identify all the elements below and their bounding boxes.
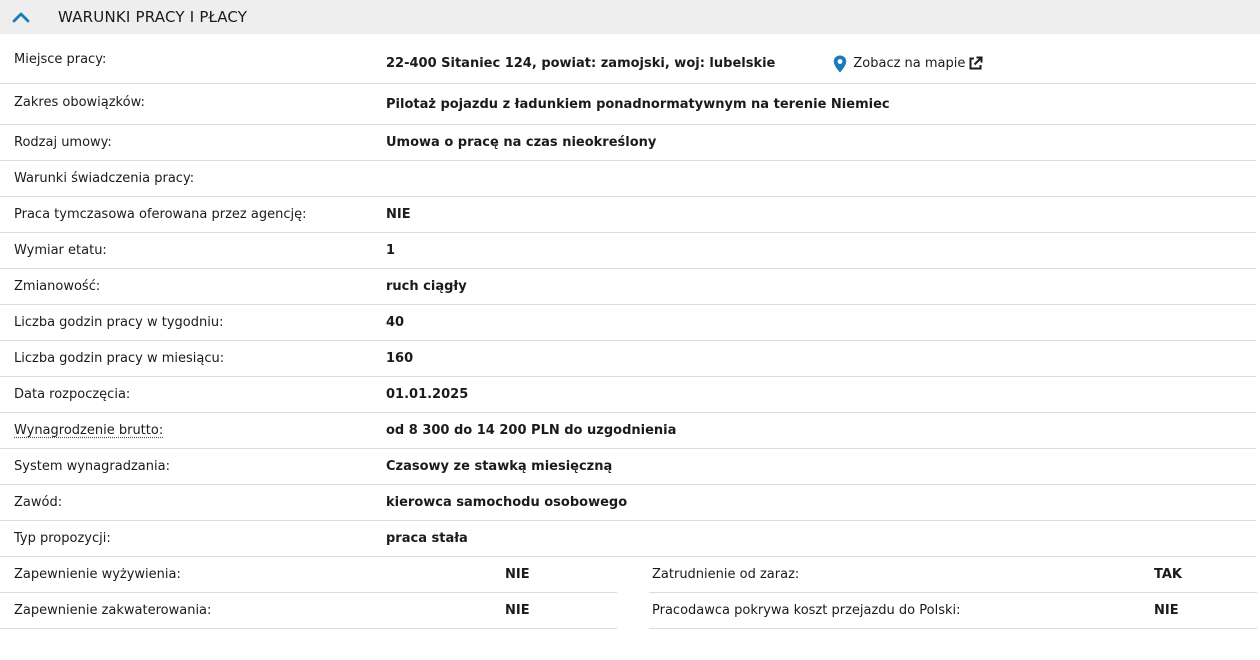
section-header[interactable]	[0, 0, 1260, 34]
row-wymiar-etatu	[0, 233, 1256, 269]
row-label: Warunki świadczenia pracy:	[14, 171, 195, 186]
row-label: Pracodawca pokrywa koszt przejazdu do Polski:	[652, 603, 961, 618]
map-pin-icon	[833, 55, 847, 73]
row-label: Liczba godzin pracy w miesiącu:	[14, 351, 225, 366]
two-column-details	[0, 557, 1260, 629]
row-zapewnienie-zakwaterowania	[0, 593, 617, 629]
details-left-column	[0, 557, 617, 629]
row-value: od 8 300 do 14 200 PLN do uzgodnienia	[386, 423, 677, 438]
row-zakres-obowiazkow	[0, 84, 1256, 125]
row-praca-tymczasowa	[0, 197, 1256, 233]
row-value: NIE	[1154, 603, 1179, 618]
row-zawod	[0, 485, 1256, 521]
salary-tooltip-trigger[interactable]: Wynagrodzenie brutto:	[14, 423, 164, 438]
row-value: ruch ciągły	[386, 279, 467, 294]
row-value: kierowca samochodu osobowego	[386, 495, 628, 510]
details-list	[0, 44, 1260, 629]
row-system-wynagradzania	[0, 449, 1256, 485]
details-right-column	[649, 557, 1257, 629]
external-link-icon	[968, 56, 983, 71]
row-label: Zakres obowiązków:	[14, 94, 145, 110]
row-label: Data rozpoczęcia:	[14, 387, 131, 402]
row-miejsce-pracy	[0, 44, 1256, 84]
section-title: WARUNKI PRACY I PŁACY	[58, 8, 248, 26]
row-value: 1	[386, 243, 396, 258]
row-label: Liczba godzin pracy w tygodniu:	[14, 315, 224, 330]
row-wynagrodzenie	[0, 413, 1256, 449]
row-value: NIE	[386, 207, 411, 222]
map-link[interactable]	[833, 55, 983, 73]
row-label: Typ propozycji:	[14, 531, 111, 546]
row-label: Wymiar etatu:	[14, 243, 107, 258]
row-label: Zapewnienie wyżywienia:	[14, 567, 181, 582]
row-value: Umowa o pracę na czas nieokreślony	[386, 135, 657, 150]
row-value: NIE	[505, 567, 530, 582]
row-godziny-tydzien	[0, 305, 1256, 341]
row-rodzaj-umowy	[0, 125, 1256, 161]
row-koszt-przejazdu	[649, 593, 1257, 629]
row-value: Czasowy ze stawką miesięczną	[386, 459, 613, 474]
row-zatrudnienie-od-zaraz	[649, 557, 1257, 593]
row-label	[0, 423, 386, 438]
row-zmianowosc	[0, 269, 1256, 305]
row-value: 40	[386, 315, 405, 330]
row-typ-propozycji	[0, 521, 1256, 557]
row-label: Zawód:	[14, 495, 63, 510]
row-label: Rodzaj umowy:	[14, 135, 112, 150]
row-label: Zmianowość:	[14, 279, 101, 294]
row-value: 160	[386, 351, 414, 366]
row-value: NIE	[505, 603, 530, 618]
row-value: Pilotaż pojazdu z ładunkiem ponadnormatywnym na terenie Niemiec	[386, 96, 890, 112]
row-value: TAK	[1154, 567, 1182, 582]
row-data-rozpoczecia	[0, 377, 1256, 413]
row-label: Praca tymczasowa oferowana przez agencję:	[14, 207, 307, 222]
row-value: 22-400 Sitaniec 124, powiat: zamojski, woj: lubelskie	[386, 56, 776, 71]
chevron-up-icon[interactable]	[10, 7, 32, 27]
row-godziny-miesiac	[0, 341, 1256, 377]
row-label: Zatrudnienie od zaraz:	[652, 567, 800, 582]
row-label: Miejsce pracy:	[14, 52, 107, 67]
map-link-label[interactable]: Zobacz na mapie	[853, 56, 966, 71]
row-zapewnienie-wyzywienia	[0, 557, 617, 593]
row-label: Zapewnienie zakwaterowania:	[14, 603, 212, 618]
row-value: 01.01.2025	[386, 387, 469, 402]
row-warunki-swiadczenia	[0, 161, 1256, 197]
row-label: System wynagradzania:	[14, 459, 170, 474]
row-value: praca stała	[386, 531, 468, 546]
